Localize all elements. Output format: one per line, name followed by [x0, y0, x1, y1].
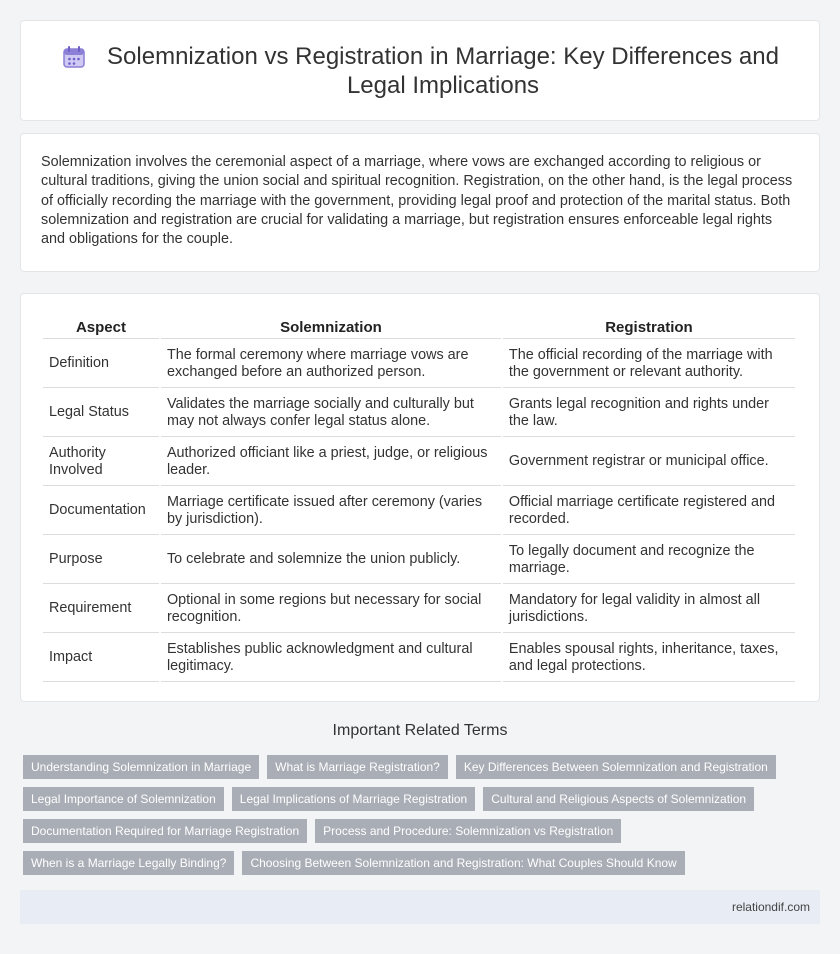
- related-term-link[interactable]: Choosing Between Solemnization and Registration: What Couples Should Know: [242, 851, 684, 875]
- related-term-link[interactable]: Cultural and Religious Aspects of Solemnization: [483, 787, 754, 811]
- table-row: [43, 537, 795, 584]
- footer: [20, 890, 820, 924]
- cell-registration: Government registrar or municipal office.: [503, 439, 795, 486]
- cell-aspect: Authority Involved: [43, 439, 159, 486]
- cell-registration: The official recording of the marriage with the government or relevant authority.: [503, 341, 795, 388]
- page-title: Solemnization vs Registration in Marriage: Key Differences and Legal Implications: [107, 42, 779, 99]
- related-term-link[interactable]: Understanding Solemnization in Marriage: [23, 755, 259, 779]
- header-registration: Registration: [503, 313, 795, 339]
- related-term-link[interactable]: Legal Importance of Solemnization: [23, 787, 224, 811]
- cell-aspect: Requirement: [43, 586, 159, 633]
- summary-card: [20, 133, 820, 272]
- related-term-link[interactable]: Key Differences Between Solemnization and Registration: [456, 755, 776, 779]
- table-row: [43, 586, 795, 633]
- table-row: [43, 341, 795, 388]
- table-row: [43, 390, 795, 437]
- summary-text: Solemnization involves the ceremonial aspect of a marriage, where vows are exchanged according to religious or cultural traditions, giving the union social and spiritual recognition. Registration, on the other hand, is the legal process of officially recording the marriage with the government, providing legal proof and protection of the marital status. Both solemnization and registration are crucial for validating a marriage, but registration ensures enforceable legal rights and obligations for the couple.: [41, 154, 793, 248]
- header-solemnization: Solemnization: [161, 313, 501, 339]
- cell-solemnization: Authorized officiant like a priest, judge, or religious leader.: [161, 439, 501, 486]
- cell-registration: To legally document and recognize the marriage.: [503, 537, 795, 584]
- cell-solemnization: To celebrate and solemnize the union publicly.: [161, 537, 501, 584]
- cell-aspect: Impact: [43, 635, 159, 682]
- table-row: [43, 439, 795, 486]
- related-terms-heading: Important Related Terms: [332, 722, 508, 739]
- header-card: [20, 20, 820, 121]
- calendar-icon: [61, 44, 87, 70]
- footer-site-link[interactable]: relationdif.com: [731, 900, 810, 914]
- cell-aspect: Definition: [43, 341, 159, 388]
- cell-solemnization: The formal ceremony where marriage vows are exchanged before an authorized person.: [161, 341, 501, 388]
- title-row: [21, 21, 819, 120]
- table-row: [43, 635, 795, 682]
- related-term-link[interactable]: Documentation Required for Marriage Registration: [23, 819, 307, 843]
- cell-solemnization: Marriage certificate issued after ceremony (varies by jurisdiction).: [161, 488, 501, 535]
- cell-solemnization: Establishes public acknowledgment and cultural legitimacy.: [161, 635, 501, 682]
- table-row: [43, 488, 795, 535]
- table-header-row: [43, 313, 795, 339]
- related-term-link[interactable]: Legal Implications of Marriage Registration: [232, 787, 475, 811]
- cell-registration: Grants legal recognition and rights under the law.: [503, 390, 795, 437]
- related-term-link[interactable]: What is Marriage Registration?: [267, 755, 448, 779]
- related-term-link[interactable]: When is a Marriage Legally Binding?: [23, 851, 234, 875]
- cell-aspect: Documentation: [43, 488, 159, 535]
- related-term-link[interactable]: Process and Procedure: Solemnization vs Registration: [315, 819, 621, 843]
- related-terms-list: [23, 755, 813, 875]
- cell-solemnization: Validates the marriage socially and culturally but may not always confer legal status alone.: [161, 390, 501, 437]
- comparison-table: [41, 311, 797, 684]
- cell-registration: Mandatory for legal validity in almost all jurisdictions.: [503, 586, 795, 633]
- header-aspect: Aspect: [43, 313, 159, 339]
- comparison-card: [20, 293, 820, 702]
- cell-aspect: Legal Status: [43, 390, 159, 437]
- cell-solemnization: Optional in some regions but necessary for social recognition.: [161, 586, 501, 633]
- cell-registration: Official marriage certificate registered and recorded.: [503, 488, 795, 535]
- cell-aspect: Purpose: [43, 537, 159, 584]
- cell-registration: Enables spousal rights, inheritance, taxes, and legal protections.: [503, 635, 795, 682]
